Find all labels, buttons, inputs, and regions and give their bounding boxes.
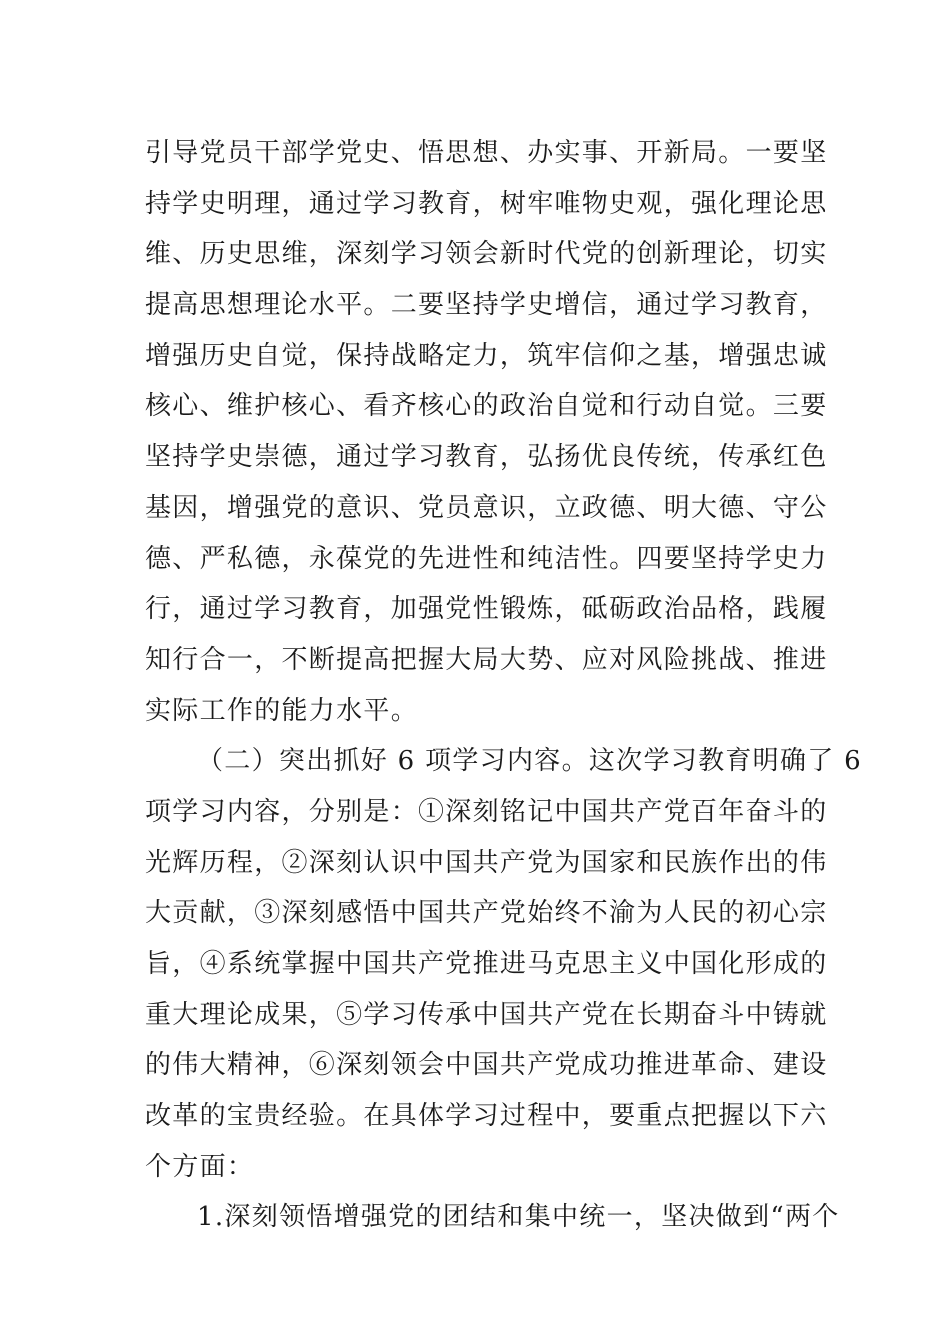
body-text: [145, 128, 862, 1243]
text-line: 实际工作的能力水平。: [145, 695, 419, 726]
text-line: 德、严私德，永葆党的先进性和纯洁性。四要坚持学史力: [145, 543, 828, 574]
text-line: 核心、维护核心、看齐核心的政治自觉和行动自觉。三要: [145, 391, 828, 422]
text-line: 提高思想理论水平。二要坚持学史增信，通过学习教育，: [145, 290, 828, 321]
text-line: 知行合一，不断提高把握大局大势、应对风险挑战、推进: [145, 644, 828, 675]
text-line: 引导党员干部学党史、悟思想、办实事、开新局。一要坚: [145, 138, 828, 168]
text-line: 改革的宝贵经验。在具体学习过程中，要重点把握以下六: [145, 1101, 828, 1132]
text-line: 大贡献，③深刻感悟中国共产党始终不渝为人民的初心宗: [145, 898, 828, 929]
section-heading-line: （二）突出抓好 6 项学习内容。这次学习教育明确了 6: [197, 746, 862, 777]
text-line: 光辉历程，②深刻认识中国共产党为国家和民族作出的伟: [145, 847, 828, 878]
text-line: 行，通过学习教育，加强党性锻炼，砥砺政治品格，践履: [145, 594, 828, 625]
list-item-line: 1.深刻领悟增强党的团结和集中统一，坚决做到“两个: [197, 1202, 840, 1233]
text-line: 项学习内容，分别是：①深刻铭记中国共产党百年奋斗的: [145, 796, 828, 827]
text-line: 坚持学史崇德，通过学习教育，弘扬优良传统，传承红色: [145, 442, 828, 473]
text-line: 旨，④系统掌握中国共产党推进马克思主义中国化形成的: [145, 949, 828, 979]
text-line: 的伟大精神，⑥深刻领会中国共产党成功推进革命、建设: [145, 1050, 828, 1081]
text-line: 持学史明理，通过学习教育，树牢唯物史观，强化理论思: [145, 188, 828, 219]
text-line: 增强历史自觉，保持战略定力，筑牢信仰之基，增强忠诚: [145, 340, 828, 371]
text-line: 个方面：: [145, 1151, 255, 1182]
text-line: 基因，增强党的意识、党员意识，立政德、明大德、守公: [145, 492, 828, 523]
text-line: 重大理论成果，⑤学习传承中国共产党在长期奋斗中铸就: [145, 999, 828, 1030]
text-line: 维、历史思维，深刻学习领会新时代党的创新理论，切实: [145, 239, 828, 270]
